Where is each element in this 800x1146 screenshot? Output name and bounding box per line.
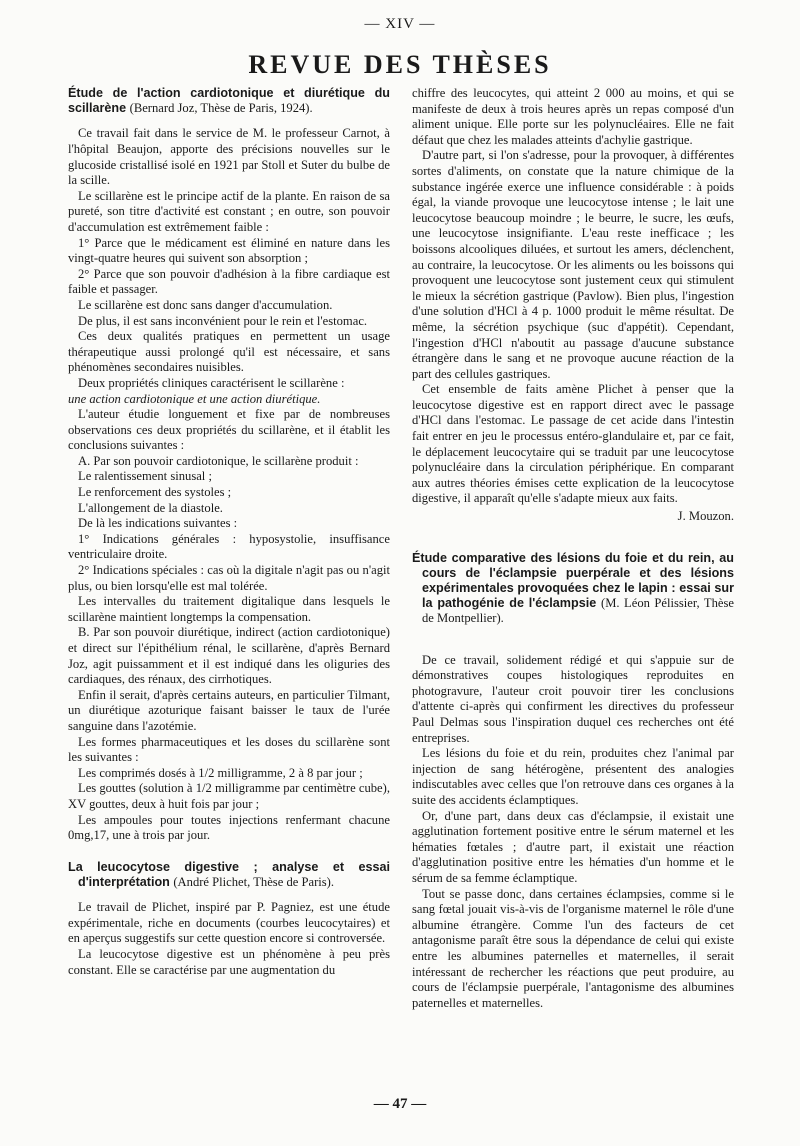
article-1-paragraph: 2° Parce que son pouvoir d'adhésion à la fibre cardiaque est faible et passager. bbox=[68, 266, 390, 297]
article-1-reference: (Bernard Joz, Thèse de Paris, 1924). bbox=[129, 101, 313, 116]
article-1-paragraph: L'auteur étudie longuement et fixe par de nombreuses observations ces deux propriétés du scillarène, et il établit les conclusions suivantes : bbox=[68, 407, 390, 453]
left-column bbox=[68, 86, 390, 978]
article-1-paragraph: De plus, il est sans inconvénient pour le rein et l'estomac. bbox=[78, 313, 368, 328]
section-spacer bbox=[68, 844, 390, 860]
article-2-reference: (André Plichet, Thèse de Paris). bbox=[173, 874, 335, 889]
article-3-paragraph: Les lésions du foie et du rein, produites chez l'animal par injection de sang hétérogène, présentent des analogies indiscutables avec celles que l'on retrouve dans ces organes à la suite des accidents éclamptiques. bbox=[412, 746, 734, 807]
article-2-paragraph: chiffre des leucocytes, qui atteint 2 000 au moins, et qui se manifeste de deux à trois heures après un repas composé d'un aliment unique. Elle porte sur les polynucléaires. Elle ne fait défaut que chez les malades atteints d'achylie gastrique. bbox=[412, 86, 734, 147]
article-1-paragraph: Les gouttes (solution à 1/2 milligramme par centimètre cube), XV gouttes, deux à huit fois par jour ; bbox=[68, 781, 390, 811]
page-number: — 47 — bbox=[373, 1096, 427, 1112]
article-2-paragraph: Cet ensemble de faits amène Plichet à penser que la leucocytose digestive est en rapport direct avec le passage d'HCl dans l'estomac. Le passage de cet acide dans l'intestin fait entrer en jeu le processus entéro-glandulaire et, par ce fait, le déplacement leucocytaire qui se traduit par une leucocytose polynucléaire dans la circulation périphérique. En comparant aux autres théories émises cette explication de la leucocytose digestive, il apparaît qu'elle s'adapte mieux aux faits. bbox=[412, 382, 734, 506]
article-1-paragraph: Les comprimés dosés à 1/2 milligramme, 2 à 8 par jour ; bbox=[78, 765, 363, 780]
article-1-paragraph: Les ampoules pour toutes injections renfermant chacune 0mg,17, une à trois par jour. bbox=[68, 812, 390, 843]
article-1-paragraph: A. Par son pouvoir cardiotonique, le scillarène produit : bbox=[78, 453, 359, 468]
article-1-paragraph: 1° Parce que le médicament est éliminé en nature dans les vingt-quatre heures qui suivent son absorption ; bbox=[68, 235, 390, 266]
section-spacer bbox=[412, 525, 734, 551]
article-1-paragraph: Les formes pharmaceutiques et les doses du scillarène sont les suivantes : bbox=[68, 734, 390, 765]
article-1-paragraph: Le renforcement des systoles ; bbox=[78, 485, 232, 500]
running-head: — XIV — bbox=[364, 16, 436, 32]
page-title: REVUE DES THÈSES bbox=[248, 50, 552, 79]
article-1-paragraph: Ces deux qualités pratiques en permettent un usage thérapeutique aussi prolongé qu'il est nécessaire, et sans phénomènes secondaires nuisibles. bbox=[68, 329, 390, 375]
article-3-paragraph: De ce travail, solidement rédigé et qui s'appuie sur de démonstratives coupes histologiques reproduites en photogravure, l'auteur croit pouvoir tirer les conclusions d'attente ci-après qui confirment les directives du professeur Paul Delmas sous l'inspiration duquel ces recherches ont été entreprises. bbox=[412, 652, 734, 745]
article-2-paragraph: La leucocytose digestive est un phénomène à peu près constant. Elle se caractérise par une augmentation du bbox=[68, 946, 390, 977]
article-3-title-text: Étude comparative des lésions du foie et du rein, au cours de l'éclampsie puerpérale et des lésions expérimentales provoquées chez le lapin : essai sur la pathogénie de l'éclampsie bbox=[412, 550, 734, 611]
article-2-title-text: La leucocytose digestive ; analyse et essai d'interprétation bbox=[68, 859, 390, 889]
article-1-paragraph: Deux propriétés cliniques caractérisent le scillarène : bbox=[78, 375, 345, 390]
article-1-title bbox=[68, 86, 390, 116]
article-2-paragraph: Le travail de Plichet, inspiré par P. Pagniez, est une étude expérimentale, riche en documents (courbes leucocytaires) et en aperçus suggestifs sur cette question encore si controversée. bbox=[68, 900, 390, 946]
section-spacer bbox=[412, 637, 734, 653]
article-1-paragraph: Le ralentissement sinusal ; bbox=[78, 469, 212, 484]
article-1-paragraph: 1° Indications générales : hyposystolie, insuffisance ventriculaire droite. bbox=[68, 531, 390, 562]
article-1-paragraph: Le scillarène est donc sans danger d'accumulation. bbox=[78, 297, 333, 312]
article-1-paragraph: une action cardiotonique et une action diurétique. bbox=[68, 391, 321, 406]
article-3-title bbox=[412, 551, 734, 627]
article-3-paragraph: Or, d'une part, dans deux cas d'éclampsie, il existait une agglutination fortement positive entre le sérum maternel et les hématies fœtales ; d'autre part, il existait une réaction d'agglutination positive entre les hématies d'un homme et le sérum de sa femme éclamptique. bbox=[412, 808, 734, 885]
article-1-paragraph: L'allongement de la diastole. bbox=[78, 500, 223, 515]
article-2-paragraph: D'autre part, si l'on s'adresse, pour la provoquer, à différentes sortes d'aliments, on constate que la nature chimique de la substance ingérée exerce une influence considérable : à poids égal, la viande provoque une leucocytose intense ; le lait une leucocytose beaucoup moindre ; le beurre, le sucre, les œufs, une leucocytose insignifiante. L'eau reste inefficace ; les boissons alcooliques diluées, et surtout les amers, déclenchent, au contraire, la leucocytose. Or les aliments ou les boissons qui provoquent une leucocytose sont justement ceux qui stimulent le mieux la sécrétion gastrique (Pavlow). Bien plus, l'ingestion d'une solution d'HCl à 4 p. 1000 produit le même résultat. De même, la sécrétion psychique (suc d'appétit). Cependant, l'ingestion d'HCl n'aboutit au passage d'aucune substance étrangère dans le sang et ne provoque aucune réaction de la part des cellules gastriques. bbox=[412, 148, 734, 381]
article-1-paragraph: Le scillarène est le principe actif de la plante. En raison de sa pureté, son titre d'activité est constant ; en outre, son pouvoir d'accumulation est extrêmement faible : bbox=[68, 188, 390, 234]
article-1-title-text: Étude de l'action cardiotonique et diurétique du scillarène bbox=[68, 86, 390, 116]
article-1-paragraph: Ce travail fait dans le service de M. le professeur Carnot, à l'hôpital Beaujon, apporte des précisions nouvelles sur le glucoside cristallisé isolé en 1921 par Stoll et Suter du bulbe de la scille. bbox=[68, 126, 390, 188]
article-3-paragraph: Tout se passe donc, dans certaines éclampsies, comme si le sang fœtal jouait vis-à-vis de l'organisme maternel le rôle d'une albumine étrangère. Comme l'un des facteurs de cet antagonisme paraît être sous la dépendance de celui qui existe entre les albumines paternelles et maternelles, il serait intéressant de rechercher les réactions que peut produire, au cours de l'éclampsie puerpérale, l'antagonisme des albumines paternelles et maternelles. bbox=[412, 886, 734, 1010]
article-1-paragraph: 2° Indications spéciales : cas où la digitale n'agit pas ou n'agit plus, ou bien lorsqu'elle est mal tolérée. bbox=[68, 563, 390, 593]
article-1-paragraph: Les intervalles du traitement digitalique dans lesquels le scillarène maintient longtemps la compensation. bbox=[68, 594, 390, 624]
article-3-reference: (M. Léon Pélissier, Thèse de Montpellier). bbox=[422, 596, 734, 626]
article-2-title bbox=[68, 860, 390, 890]
article-2-signature: J. Mouzon. bbox=[677, 509, 734, 524]
right-column bbox=[412, 86, 734, 1011]
article-1-paragraph: Enfin il serait, d'après certains auteurs, en particulier Tilmant, un diurétique azoturique faisant baisser le taux de l'urée sanguine dans l'azotémie. bbox=[68, 687, 390, 733]
article-1-paragraph: De là les indications suivantes : bbox=[78, 516, 238, 531]
article-1-paragraph: B. Par son pouvoir diurétique, indirect (action cardiotonique) et direct sur l'épithélium rénal, le scillarène, d'après Bernard Joz, agit puissamment et il est indiqué dans les oliguries des cardiaques, des rénaux, des cirrhotiques. bbox=[68, 625, 390, 687]
